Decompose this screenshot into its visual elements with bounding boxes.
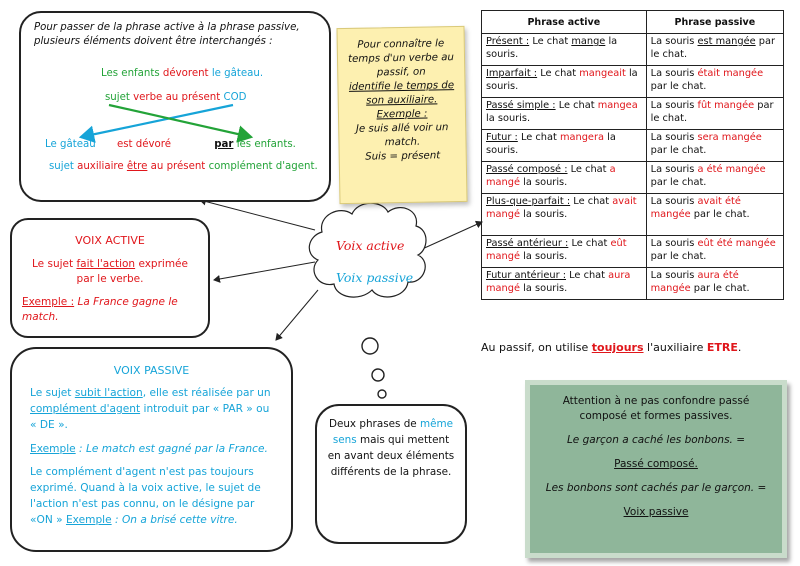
vp-p3-exemple-label: Exemple xyxy=(65,514,112,526)
intro-line-2: plusieurs éléments doivent être interchangés : xyxy=(34,36,273,47)
bubble-line-b: mais qui mettent en avant deux éléments différents de la phrase. xyxy=(327,434,455,478)
active-cell xyxy=(482,130,647,162)
conjugation-table xyxy=(481,10,784,300)
passive-verb: sera mangée xyxy=(697,132,762,143)
s2-subject: Le gâteau xyxy=(45,139,96,150)
active-cell xyxy=(482,236,647,268)
table-row xyxy=(482,236,784,268)
active-object: la souris. xyxy=(486,132,616,156)
s1-label-subject: sujet xyxy=(105,92,130,103)
table-row xyxy=(482,98,784,130)
passive-verb: aura été mangée xyxy=(650,270,739,294)
bubble-line-a: Deux phrases de xyxy=(328,418,417,430)
passive-subject: La souris xyxy=(650,132,695,143)
voix-active-text-before: Le sujet xyxy=(32,258,74,270)
arrow-object-to-subject xyxy=(81,105,233,137)
table-row xyxy=(482,66,784,98)
s1-label-object: COD xyxy=(223,92,247,103)
intro-line-1: Pour passer de la phrase active à la phrase passive, xyxy=(34,22,300,33)
table-row xyxy=(482,268,784,300)
passive-verb: était mangée xyxy=(697,68,764,79)
passive-cell xyxy=(646,130,783,162)
table-header-row xyxy=(482,11,784,34)
active-verb: eût mangé xyxy=(486,238,627,262)
s1-object: le gâteau. xyxy=(211,68,264,79)
table-header: Phrase active xyxy=(482,11,647,34)
note-l5: Voix passive xyxy=(623,506,689,518)
s1-subject: Les enfants xyxy=(101,68,160,79)
voix-active-title: VOIX ACTIVE xyxy=(75,234,145,247)
tense-label: Passé simple : xyxy=(486,100,556,111)
s2-agent: les enfants. xyxy=(236,139,296,150)
voix-passive-title: VOIX PASSIVE xyxy=(113,364,190,377)
sticky-exemple-line: Je suis allé voir un match. xyxy=(355,122,449,149)
voix-active-fait-action: fait l'action xyxy=(76,258,136,270)
vp-p3-a: Le complément d'agent n'est pas toujours exprimé. Quand à la voix active, le sujet de l'action n'est pas connu, on le désigne par «ON » xyxy=(30,466,261,526)
active-cell xyxy=(482,66,647,98)
voix-passive-box xyxy=(10,347,293,552)
s2-label-agent: complément d'agent. xyxy=(208,161,318,172)
passive-verb: est mangée xyxy=(697,36,756,47)
vp-p1-agent: complément d'agent xyxy=(30,403,141,415)
passive-agent: par le chat. xyxy=(650,81,707,92)
intro-box xyxy=(19,11,331,202)
tense-label: Plus-que-parfait : xyxy=(486,196,571,207)
passive-subject: La souris xyxy=(650,270,695,281)
passive-verb: fût mangée xyxy=(697,100,755,111)
active-verb: mange xyxy=(571,36,606,47)
sticky-line-1: Pour connaître le temps d'un verbe au passif, on xyxy=(348,38,454,79)
tense-label: Passé composé : xyxy=(486,164,568,175)
aux-mid: l'auxiliaire xyxy=(647,341,704,354)
passive-subject: La souris xyxy=(650,164,695,175)
s2-label-etre: être xyxy=(126,161,148,172)
active-verb: avait mangé xyxy=(486,196,637,220)
note-l4: Les bonbons sont cachés par le garçon. = xyxy=(545,482,767,494)
arrow-to-passive xyxy=(276,290,318,340)
vp-exemple-text: : Le match est gagné par la France. xyxy=(79,443,268,455)
active-subject: Le chat xyxy=(570,164,607,175)
table-row xyxy=(482,130,784,162)
aux-pre: Au passif, on utilise xyxy=(481,341,589,354)
vp-exemple-label: Exemple xyxy=(30,443,76,455)
thought-bubble-dot xyxy=(378,390,386,398)
arrow-subject-to-agent xyxy=(109,105,251,137)
active-subject: Le chat xyxy=(569,270,606,281)
vp-p1-subit: subit l'action xyxy=(74,387,143,399)
sticky-result: Suis = présent xyxy=(365,150,441,163)
tense-label: Futur antérieur : xyxy=(486,270,567,281)
bubble-meme-sens: même sens xyxy=(332,418,454,446)
table-header: Phrase passive xyxy=(646,11,783,34)
active-verb: a mangé xyxy=(486,164,616,188)
passive-cell xyxy=(646,66,783,98)
voix-active-box xyxy=(10,218,210,338)
arrow-to-intro xyxy=(200,200,315,230)
active-verb: mangera xyxy=(559,132,604,143)
vp-p1-b: , elle est réalisée par un xyxy=(142,387,271,399)
note-l2: Le garçon a caché les bonbons. = xyxy=(566,434,746,446)
tense-label: Imparfait : xyxy=(486,68,538,79)
swap-arrows xyxy=(21,13,333,204)
s2-par: par xyxy=(214,139,234,150)
vp-p3-exemple-text: : On a brisé cette vitre. xyxy=(115,514,238,526)
passive-agent: par le chat. xyxy=(650,145,707,156)
active-verb: mangea xyxy=(597,100,638,111)
thought-bubble-dot xyxy=(362,338,378,354)
passive-agent: par le chat. xyxy=(650,177,707,188)
tense-label: Futur : xyxy=(486,132,518,143)
arrow-to-table xyxy=(420,222,482,250)
note-l1: Attention à ne pas confondre passé composé et formes passives. xyxy=(562,395,750,422)
cloud-label-active: Voix active xyxy=(336,238,405,253)
aux-end: . xyxy=(737,341,742,354)
thought-bubble-dot xyxy=(372,369,384,381)
auxiliary-note xyxy=(481,341,741,354)
passive-agent: par le chat. xyxy=(650,36,776,60)
passive-subject: La souris xyxy=(650,196,695,207)
passive-cell xyxy=(646,162,783,194)
table-row xyxy=(482,162,784,194)
passive-subject: La souris xyxy=(650,68,695,79)
active-object: la souris. xyxy=(486,113,531,124)
active-object: la souris. xyxy=(523,209,568,220)
vp-p1-c: introduit par « PAR » ou « DE ». xyxy=(30,403,270,431)
active-subject: Le chat xyxy=(532,36,569,47)
active-object: la souris. xyxy=(523,177,568,188)
s1-label-verb: verbe au présent xyxy=(133,92,221,103)
passive-cell xyxy=(646,194,783,236)
tense-label: Passé antérieur : xyxy=(486,238,569,249)
s2-label-tense: au présent xyxy=(150,161,206,172)
active-cell xyxy=(482,162,647,194)
active-verb: mangeait xyxy=(579,68,626,79)
attention-note xyxy=(525,380,787,558)
passive-verb: avait été mangée xyxy=(650,196,741,220)
s1-verb: dévorent xyxy=(162,68,209,79)
passive-cell xyxy=(646,34,783,66)
note-l3: Passé composé. xyxy=(614,458,698,470)
aux-etre: ETRE xyxy=(706,341,738,354)
active-object: la souris. xyxy=(523,251,568,262)
active-subject: Le chat xyxy=(520,132,557,143)
active-object: la souris. xyxy=(486,36,618,60)
passive-cell xyxy=(646,268,783,300)
sticky-note xyxy=(336,26,467,204)
active-cell xyxy=(482,98,647,130)
sticky-identifie: identifie le temps de son auxiliaire. xyxy=(348,80,455,107)
active-cell xyxy=(482,194,647,236)
s2-verb: est dévoré xyxy=(116,139,171,150)
table-row xyxy=(482,34,784,66)
voix-active-exemple-label: Exemple : xyxy=(22,296,75,308)
active-cell xyxy=(482,34,647,66)
vp-p1-a: Le sujet xyxy=(30,387,72,399)
passive-cell xyxy=(646,236,783,268)
sticky-exemple-label: Exemple : xyxy=(376,108,428,121)
arrow-to-active xyxy=(214,262,315,280)
cloud-label-passive: Voix passive xyxy=(336,270,414,285)
s2-label-subject: sujet xyxy=(49,161,74,172)
passive-agent: par le chat. xyxy=(693,209,750,220)
active-subject: Le chat xyxy=(573,196,610,207)
passive-verb: eût été mangée xyxy=(697,238,776,249)
voix-active-exemple-text: La France gagne le match. xyxy=(22,296,178,323)
active-subject: Le chat xyxy=(540,68,577,79)
passive-agent: par le chat. xyxy=(693,283,750,294)
aux-toujours: toujours xyxy=(591,341,644,354)
active-subject: Le chat xyxy=(571,238,608,249)
passive-agent: par le chat. xyxy=(650,100,774,124)
passive-subject: La souris xyxy=(650,238,695,249)
active-verb: aura mangé xyxy=(486,270,631,294)
passive-cell xyxy=(646,98,783,130)
active-cell xyxy=(482,268,647,300)
table-row xyxy=(482,194,784,236)
tense-label: Présent : xyxy=(486,36,530,47)
passive-subject: La souris xyxy=(650,100,695,111)
active-object: la souris. xyxy=(523,283,568,294)
active-subject: Le chat xyxy=(558,100,595,111)
voix-active-text-after: exprimée par le verbe. xyxy=(76,258,188,285)
definition-bubble xyxy=(315,404,467,544)
passive-agent: par le chat. xyxy=(650,251,707,262)
passive-verb: a été mangée xyxy=(697,164,766,175)
s2-label-aux: auxiliaire xyxy=(77,161,124,172)
active-object: la souris. xyxy=(486,68,638,92)
passive-subject: La souris xyxy=(650,36,695,47)
